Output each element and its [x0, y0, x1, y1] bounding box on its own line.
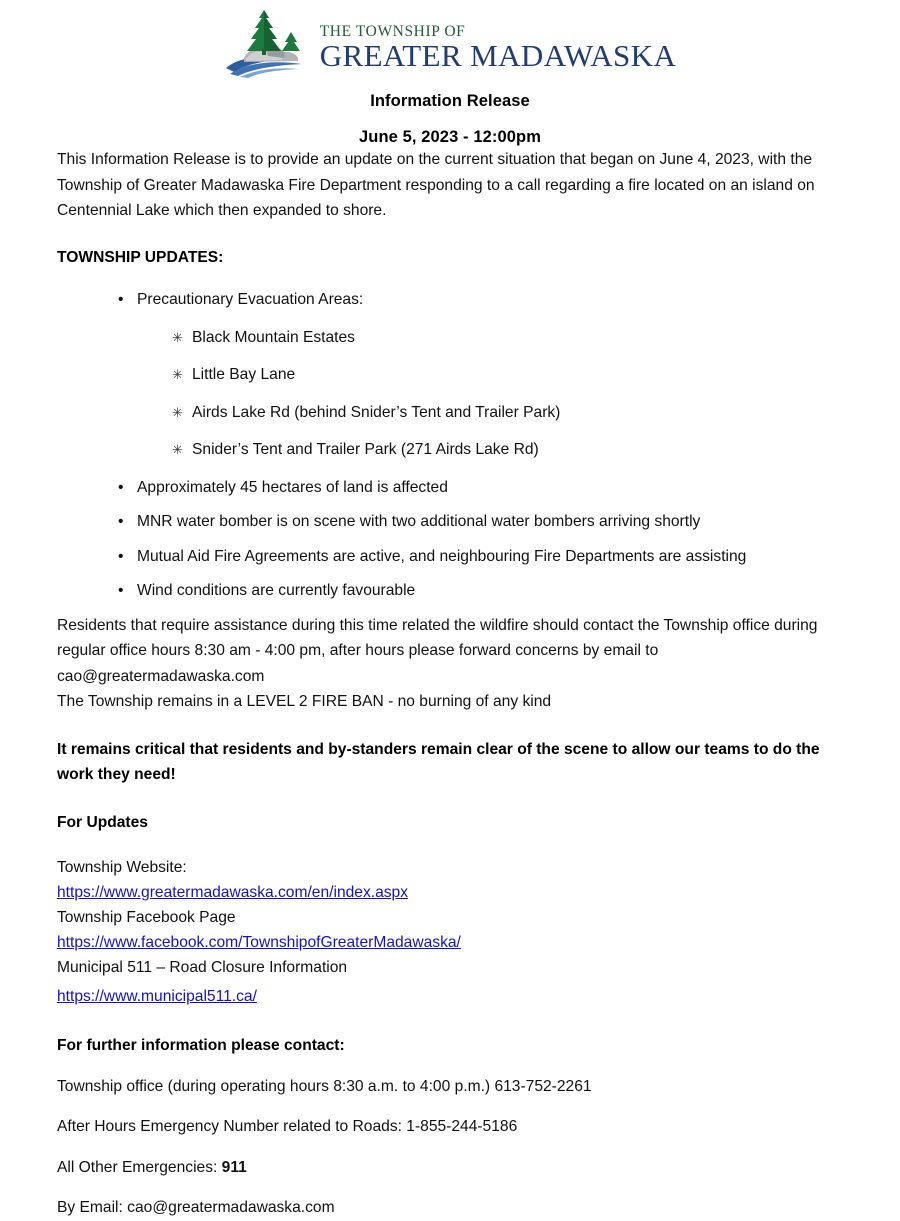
critical-notice-paragraph: It remains critical that residents and by-standers remain clear of the scene to allow our teams to do the work they need! — [57, 740, 820, 783]
list-item-label: Airds Lake Rd (behind Snider’s Tent and Trailer Park) — [192, 403, 561, 421]
list-item-label: Mutual Aid Fire Agreements are active, and neighbouring Fire Departments are assisting — [137, 547, 747, 565]
other-emergencies-label: All Other Emergencies: — [57, 1158, 222, 1176]
logo-tagline: THE TOWNSHIP OF — [319, 22, 466, 40]
list-item-label: Wind conditions are currently favourable — [137, 582, 416, 599]
township-logo — [0, 0, 900, 78]
township-updates-heading: TOWNSHIP UPDATES: — [57, 248, 224, 266]
document-content — [0, 147, 900, 1221]
list-item — [137, 325, 843, 351]
logo-inner — [224, 6, 677, 78]
list-item-label: Approximately 45 hectares of land is affected — [137, 478, 448, 496]
list-item-label: Precautionary Evacuation Areas: — [137, 291, 364, 308]
intro-paragraph: This Information Release is to provide an update on the current situation that began on June 4, 2023, with the Township of Greater Madawaska Fire Department responding to a call regarding a fire located on an island on Centennial Lake which then expanded to shore. — [57, 151, 815, 219]
bullet-dot-icon: • — [118, 291, 124, 308]
asterisk-bullet-icon: ✳ — [172, 442, 183, 457]
list-item — [137, 400, 843, 426]
release-date: June 5, 2023 - 12:00pm — [359, 128, 541, 146]
pine-tree-rock-water-icon — [224, 6, 322, 78]
list-item — [137, 437, 843, 463]
list-item-label: MNR water bomber is on scene with two additional water bombers arriving shortly — [137, 513, 701, 530]
township-website-link[interactable]: https://www.greatermadawaska.com/en/index.aspx — [57, 884, 409, 901]
list-item-label: Little Bay Lane — [192, 366, 296, 383]
updates-links — [57, 855, 843, 1009]
for-updates-heading: For Updates — [57, 813, 148, 831]
bullet-dot-icon: • — [118, 478, 124, 496]
list-item-label: Snider’s Tent and Trailer Park (271 Airds Lake Rd) — [192, 441, 539, 458]
contact-email: By Email: cao@greatermadawaska.com — [57, 1199, 335, 1216]
bullet-dot-icon: • — [118, 582, 124, 599]
assistance-paragraph: Residents that require assistance during this time related the wildfire should contact the Township office during regular office hours 8:30 am - 4:00 pm, after hours please forward concerns by email to cao@greatermadawaska.com — [57, 616, 818, 685]
list-item — [57, 475, 843, 501]
asterisk-bullet-icon: ✳ — [172, 404, 183, 420]
list-item-label: Black Mountain Estates — [192, 328, 355, 346]
list-item — [57, 544, 843, 570]
bullet-dot-icon: • — [118, 513, 124, 530]
evacuation-areas-list — [137, 325, 843, 463]
contact-after-hours: After Hours Emergency Number related to Roads: 1-855-244-5186 — [57, 1118, 518, 1135]
municipal511-link[interactable]: https://www.municipal511.ca/ — [57, 988, 257, 1005]
list-item — [57, 287, 843, 463]
page-title: Information Release — [370, 92, 530, 110]
asterisk-bullet-icon: ✳ — [172, 367, 183, 382]
township-facebook-link[interactable]: https://www.facebook.com/TownshipofGreaterMadawaska/ — [57, 934, 461, 951]
other-emergencies-value: 911 — [221, 1158, 247, 1176]
list-item — [57, 578, 843, 604]
list-item — [57, 509, 843, 535]
list-item — [137, 362, 843, 388]
logo-wordmark — [320, 24, 677, 78]
facebook-label: Township Facebook Page — [57, 909, 236, 926]
contact-office: Township office (during operating hours 8:30 a.m. to 4:00 p.m.) 613-752-2261 — [57, 1077, 592, 1095]
updates-list — [57, 287, 843, 604]
municipal511-label: Municipal 511 – Road Closure Information — [57, 959, 348, 976]
asterisk-bullet-icon: ✳ — [172, 329, 183, 345]
fire-ban-paragraph: The Township remains in a LEVEL 2 FIRE BAN - no burning of any kind — [57, 693, 552, 710]
contact-heading: For further information please contact: — [57, 1037, 345, 1054]
logo-name: GREATER MADAWASKA — [319, 38, 677, 74]
bullet-dot-icon: • — [118, 547, 124, 565]
website-label: Township Website: — [57, 859, 187, 876]
contact-other-emergencies — [57, 1155, 843, 1181]
